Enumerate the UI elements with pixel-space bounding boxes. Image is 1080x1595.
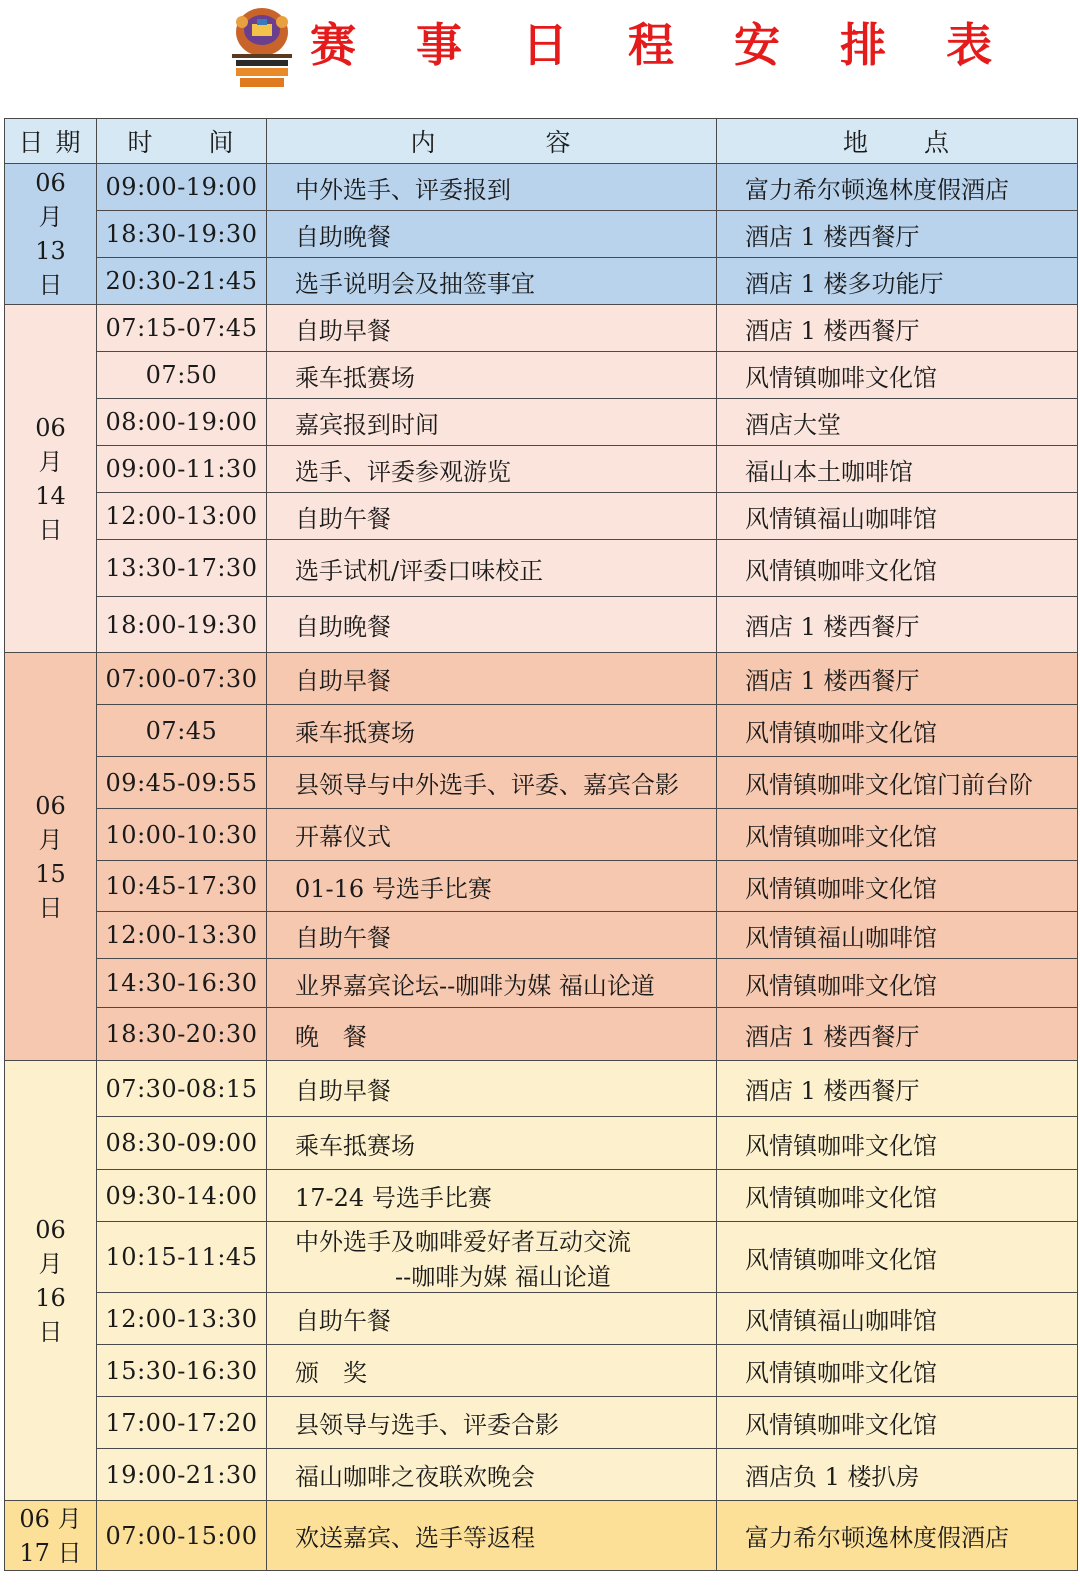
place-cell: 风情镇咖啡文化馆 [717,1397,1078,1449]
place-cell: 酒店负 1 楼扒房 [717,1449,1078,1501]
content-cell: 选手说明会及抽签事宜 [267,258,717,305]
place-cell: 风情镇咖啡文化馆 [717,1345,1078,1397]
place-cell: 富力希尔顿逸林度假酒店 [717,1501,1078,1571]
column-header-content: 内 容 [267,119,717,164]
date-cell: 06 月 17 日 [5,1501,97,1571]
content-cell: 开幕仪式 [267,809,717,861]
time-cell: 18:30-20:30 [97,1008,267,1061]
page-title: 赛 事 日 程 安 排 表 [310,18,1015,72]
place-cell: 风情镇咖啡文化馆门前台阶 [717,757,1078,809]
place-cell: 风情镇福山咖啡馆 [717,1293,1078,1345]
column-header-date: 日 期 [5,119,97,164]
content-cell: 县领导与选手、评委合影 [267,1397,717,1449]
table-row [5,211,1078,258]
table-row [5,912,1078,959]
content-cell: 晚 餐 [267,1008,717,1061]
time-cell: 07:00-15:00 [97,1501,267,1571]
content-cell: 乘车抵赛场 [267,352,717,399]
place-cell: 酒店 1 楼多功能厅 [717,258,1078,305]
place-cell: 酒店 1 楼西餐厅 [717,305,1078,352]
time-cell: 07:15-07:45 [97,305,267,352]
time-cell: 18:30-19:30 [97,211,267,258]
content-cell: 17-24 号选手比赛 [267,1170,717,1222]
table-row [5,1117,1078,1170]
content-cell: 欢送嘉宾、选手等返程 [267,1501,717,1571]
place-cell: 风情镇咖啡文化馆 [717,705,1078,757]
content-cell: 中外选手、评委报到 [267,164,717,211]
content-cell: 乘车抵赛场 [267,1117,717,1170]
place-cell: 风情镇咖啡文化馆 [717,1170,1078,1222]
table-header-row [5,119,1078,164]
place-cell: 酒店 1 楼西餐厅 [717,1061,1078,1117]
table-row [5,164,1078,211]
content-cell: 选手试机/评委口味校正 [267,540,717,597]
table-row [5,540,1078,597]
time-cell: 10:45-17:30 [97,861,267,912]
time-cell: 10:15-11:45 [97,1222,267,1293]
place-cell: 风情镇咖啡文化馆 [717,861,1078,912]
table-row [5,1345,1078,1397]
table-row [5,352,1078,399]
page-header [0,0,1080,112]
table-row [5,1397,1078,1449]
time-cell: 12:00-13:30 [97,1293,267,1345]
content-cell: 自助早餐 [267,653,717,705]
time-cell: 09:00-19:00 [97,164,267,211]
place-cell: 风情镇咖啡文化馆 [717,352,1078,399]
table-row [5,399,1078,446]
table-row [5,1222,1078,1293]
table-row [5,653,1078,705]
time-cell: 12:00-13:00 [97,493,267,540]
date-cell: 06 月 14 日 [5,305,97,653]
table-row [5,597,1078,653]
time-cell: 08:00-19:00 [97,399,267,446]
content-cell [267,1222,717,1293]
content-cell: 自助午餐 [267,1293,717,1345]
place-cell: 富力希尔顿逸林度假酒店 [717,164,1078,211]
event-emblem-icon [226,4,298,94]
content-cell: 颁 奖 [267,1345,717,1397]
date-cell: 06 月 15 日 [5,653,97,1061]
place-cell: 酒店 1 楼西餐厅 [717,597,1078,653]
content-cell: 嘉宾报到时间 [267,399,717,446]
time-cell: 09:00-11:30 [97,446,267,493]
place-cell: 酒店 1 楼西餐厅 [717,1008,1078,1061]
time-cell: 07:00-07:30 [97,653,267,705]
table-row [5,861,1078,912]
time-cell: 19:00-21:30 [97,1449,267,1501]
time-cell: 12:00-13:30 [97,912,267,959]
content-cell: 乘车抵赛场 [267,705,717,757]
table-row [5,1170,1078,1222]
content-cell: 选手、评委参观游览 [267,446,717,493]
place-cell: 酒店大堂 [717,399,1078,446]
time-cell: 07:45 [97,705,267,757]
time-cell: 10:00-10:30 [97,809,267,861]
table-row [5,705,1078,757]
content-cell: 01-16 号选手比赛 [267,861,717,912]
table-row [5,1293,1078,1345]
table-row [5,959,1078,1008]
place-cell: 酒店 1 楼西餐厅 [717,653,1078,705]
place-cell: 风情镇福山咖啡馆 [717,912,1078,959]
content-cell: 福山咖啡之夜联欢晚会 [267,1449,717,1501]
time-cell: 14:30-16:30 [97,959,267,1008]
column-header-time: 时 间 [97,119,267,164]
content-line-1: 中外选手及咖啡爱好者互动交流 [295,1228,631,1256]
content-line-2: --咖啡为媒 福山论道 [395,1263,611,1291]
place-cell: 酒店 1 楼西餐厅 [717,211,1078,258]
table-row [5,1008,1078,1061]
content-cell: 自助晚餐 [267,211,717,258]
table-row [5,446,1078,493]
place-cell: 风情镇咖啡文化馆 [717,1222,1078,1293]
content-cell: 县领导与中外选手、评委、嘉宾合影 [267,757,717,809]
time-cell: 09:30-14:00 [97,1170,267,1222]
place-cell: 风情镇咖啡文化馆 [717,809,1078,861]
time-cell: 17:00-17:20 [97,1397,267,1449]
place-cell: 风情镇咖啡文化馆 [717,540,1078,597]
content-cell: 自助午餐 [267,912,717,959]
time-cell: 13:30-17:30 [97,540,267,597]
table-row [5,305,1078,352]
table-row [5,809,1078,861]
table-row [5,493,1078,540]
time-cell: 20:30-21:45 [97,258,267,305]
time-cell: 18:00-19:30 [97,597,267,653]
time-cell: 15:30-16:30 [97,1345,267,1397]
time-cell: 09:45-09:55 [97,757,267,809]
content-cell: 自助晚餐 [267,597,717,653]
schedule-table [4,118,1077,1571]
table-row [5,258,1078,305]
place-cell: 风情镇咖啡文化馆 [717,959,1078,1008]
place-cell: 福山本土咖啡馆 [717,446,1078,493]
table-row [5,1061,1078,1117]
place-cell: 风情镇福山咖啡馆 [717,493,1078,540]
content-cell: 自助午餐 [267,493,717,540]
time-cell: 07:50 [97,352,267,399]
content-cell: 自助早餐 [267,1061,717,1117]
time-cell: 08:30-09:00 [97,1117,267,1170]
content-cell: 业界嘉宾论坛--咖啡为媒 福山论道 [267,959,717,1008]
date-cell: 06 月 16 日 [5,1061,97,1501]
content-cell: 自助早餐 [267,305,717,352]
table-row [5,1449,1078,1501]
table-row [5,1501,1078,1571]
place-cell: 风情镇咖啡文化馆 [717,1117,1078,1170]
column-header-place: 地 点 [717,119,1078,164]
date-cell: 06 月 13 日 [5,164,97,305]
time-cell: 07:30-08:15 [97,1061,267,1117]
table-row [5,757,1078,809]
